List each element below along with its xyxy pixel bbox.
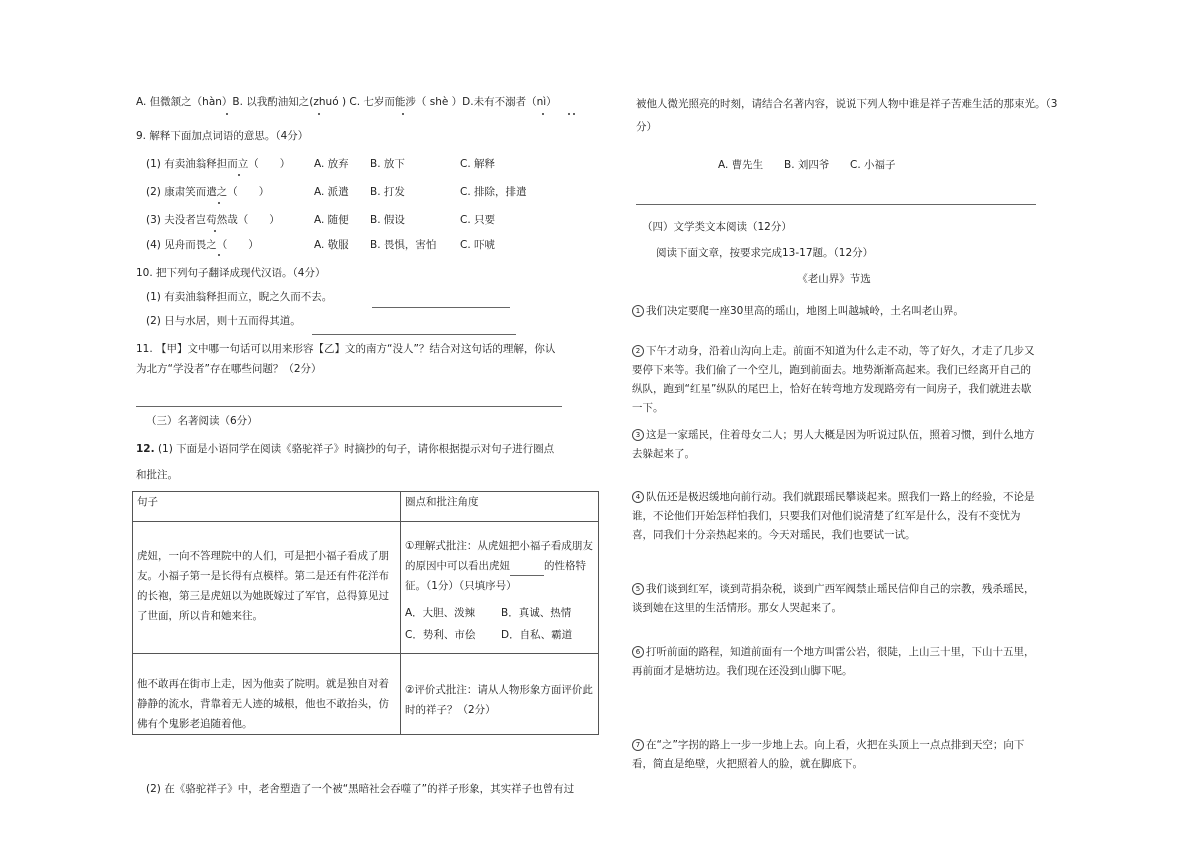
note-1-text-b: 的性格特征。（1分）（只填序号） <box>405 560 586 592</box>
table-row-1-sentence: 虎妞，一向不答理院中的人们，可是把小福子看成了朋友。小福子第一是长得有点模样。第二是还有件花洋布的长袍，第三是虎妞以为她既嫁过了军官，总得算见过了世面，所以肯和她来往。 <box>133 522 401 654</box>
paragraph-number: 2 <box>632 345 644 357</box>
paragraph-number: 5 <box>632 583 644 595</box>
q9-row-4-option-b: B. 畏惧，害怕 <box>370 239 437 251</box>
article-title: 《老山界》节选 <box>797 273 871 285</box>
paragraph-number: 4 <box>632 491 644 503</box>
q12-line-2: 和批注。 <box>136 469 178 481</box>
emphasis-dot <box>573 113 575 115</box>
paragraph-5 <box>632 580 1036 618</box>
paragraph-number: 3 <box>632 429 644 441</box>
answer-line <box>136 406 562 407</box>
answer-line <box>636 204 1036 205</box>
q9-row-1-option-b: B. 放下 <box>370 158 405 170</box>
paragraph-text: 队伍还是极迟缓地向前行动。我们就跟瑶民攀谈起来。照我们一路上的经验，不论是谁，不论他们开始怎样怕我们，只要我们对他们说清楚了红军是什么，没有不变忧为喜，同我们十分亲热起来的。今天对瑶民，我们也要试一试。 <box>632 491 1035 541</box>
emphasis-dot <box>402 113 404 115</box>
section-3-heading: （三）名著阅读（6分） <box>146 415 258 427</box>
paragraph-7 <box>632 736 1036 774</box>
table-header-angle: 圈点和批注角度 <box>401 492 599 522</box>
paragraph-6 <box>632 643 1036 681</box>
q8-options-line: A. 但微颔之（hàn）B. 以我酌油知之(zhuó ) C. 七岁而能涉（ shè ）D.未有不溺者（nì） <box>136 96 557 108</box>
emphasis-dot <box>218 202 220 204</box>
q9-row-1-option-c: C. 解释 <box>460 158 496 170</box>
paragraph-text: 我们谈到红军，谈到苛捐杂税，谈到广西军阀禁止瑶民信仰自己的宗教，残杀瑶民，谈到她在这里的生活情形。那女人哭起来了。 <box>632 583 1035 614</box>
table-row-1-note <box>401 522 599 654</box>
emphasis-dot <box>214 230 216 232</box>
option-b: B．真诚、热情 <box>501 607 572 619</box>
emphasis-dot <box>568 113 570 115</box>
annotation-table <box>132 491 599 735</box>
paragraph-number: 7 <box>632 739 644 751</box>
table-row-2-sentence: 他不敢再在街市上走，因为他卖了院明。就是独自对着静静的流水，背靠着无人迹的城根，他也不敢抬头，仿佛有个鬼影老追随着他。 <box>133 654 401 735</box>
q11-line-1: 11. 【甲】文中哪一句话可以用来形容【乙】文的南方“没人”？结合对这句话的理解，你认 <box>136 343 556 355</box>
paragraph-text: 在“之”字拐的路上一步一步地上去。向上看，火把在头顶上一点点排到天空；向下看，简直是绝壁，火把照着人的脸，就在脚底下。 <box>632 739 1025 770</box>
q9-row-3-option-a: A. 随便 <box>314 214 349 226</box>
q11-line-2: 为北方“学没者”存在哪些问题？（2分） <box>136 363 322 375</box>
q12-part-2: (2) 在《骆驼祥子》中，老舍塑造了一个被“黑暗社会吞噬了”的祥子形象，其实祥子也曾有过 <box>146 783 575 795</box>
paragraph-3 <box>632 426 1036 464</box>
answer-line <box>312 334 516 335</box>
paragraph-number: 6 <box>632 646 644 658</box>
q10-sentence-2: (2) 日与水居，则十五而得其道。 <box>146 315 301 327</box>
table-header-sentence: 句子 <box>133 492 401 522</box>
paragraph-2 <box>632 342 1036 418</box>
paragraph-text: 我们决定要爬一座30里高的瑶山，地图上叫越城岭，土名叫老山界。 <box>646 305 964 317</box>
option-c: C．势利、市侩 <box>405 629 476 641</box>
q9-row-4-option-c: C. 吓唬 <box>460 239 496 251</box>
choice-c: C. 小福子 <box>850 159 896 171</box>
q9-row-3-option-c: C. 只要 <box>460 214 496 226</box>
q9-row-2-option-c: C. 排除，排遣 <box>460 186 527 198</box>
q10-sentence-1: (1) 有卖油翁释担而立，睨之久而不去。 <box>146 291 333 303</box>
emphasis-dot <box>218 254 220 256</box>
q12-continuation-line-2: 分） <box>636 121 657 133</box>
q12-continuation-line-1: 被他人微光照亮的时刻，请结合名著内容，说说下列人物中谁是祥子苦难生活的那束光。（3 <box>636 98 1058 110</box>
q9-row-2-option-b: B. 打发 <box>370 186 405 198</box>
q12-text-1: (1) 下面是小语同学在阅读《骆驼祥子》时摘抄的句子，请你根据提示对句子进行圈点 <box>157 443 555 455</box>
choice-a: A. 曹先生 <box>718 159 764 171</box>
paragraph-1 <box>632 302 1036 321</box>
option-d: D．自私、霸道 <box>501 629 573 641</box>
q9-row-1-stem: (1) 有卖油翁释担而立（ ） <box>146 158 291 170</box>
emphasis-dot <box>318 113 320 115</box>
choice-b: B. 刘四爷 <box>784 159 830 171</box>
paragraph-text: 这是一家瑶民，住着母女二人；男人大概是因为听说过队伍，照着习惯，到什么地方去躲起来了。 <box>632 429 1035 460</box>
emphasis-dot <box>226 113 228 115</box>
q9-row-1-option-a: A. 放弃 <box>314 158 349 170</box>
q9-row-2-option-a: A. 派遣 <box>314 186 349 198</box>
q12-line-1 <box>136 442 554 456</box>
q9-title: 9. 解释下面加点词语的意思。（4分） <box>136 130 309 142</box>
q9-row-2-stem: (2) 康肃笑而遣之（ ） <box>146 186 270 198</box>
q9-row-3-option-b: B. 假设 <box>370 214 405 226</box>
q12-number: 12. <box>136 443 155 455</box>
emphasis-dot <box>238 174 240 176</box>
paragraph-text: 下午才动身，沿着山沟向上走。前面不知道为什么走不动，等了好久，才走了几步又要停下来等。我们偷了一个空儿，跑到前面去。地势渐渐高起来。我们已经离开自己的纵队，跑到“红星”纵队的尾巴上，恰好在转弯地方发现路旁有一间房子，我们就进去歇一下。 <box>632 345 1035 414</box>
emphasis-dot <box>542 113 544 115</box>
paragraph-text: 打听前面的路程，知道前面有一个地方叫雷公岩，很陡，上山三十里，下山十五里，再前面才是塘坊边。我们现在还没到山脚下呢。 <box>632 646 1035 677</box>
paragraph-4 <box>632 488 1036 545</box>
reading-instructions: 阅读下面文章，按要求完成13-17题。（12分） <box>656 247 874 259</box>
q9-row-4-option-a: A. 敬服 <box>314 239 349 251</box>
paragraph-number: 1 <box>632 305 644 317</box>
q9-row-3-stem: (3) 夫没者岂苟然哉（ ） <box>146 214 280 226</box>
fill-blank[interactable] <box>510 575 544 576</box>
section-4-heading: （四）文学类文本阅读（12分） <box>642 221 792 233</box>
option-a: A．大胆、泼辣 <box>405 607 476 619</box>
note-1-options <box>405 602 594 646</box>
q10-title: 10. 把下列句子翻译成现代汉语。（4分） <box>136 267 326 279</box>
q9-row-4-stem: (4) 见舟而畏之（ ） <box>146 239 259 251</box>
table-row-2-note: ②评价式批注：请从人物形象方面评价此时的祥子？（2分） <box>401 654 599 735</box>
note-1-text-a: ①理解式批注：从虎妞把小福子看成朋友的原因中可以看出虎妞 <box>405 540 593 572</box>
answer-line <box>372 307 510 308</box>
